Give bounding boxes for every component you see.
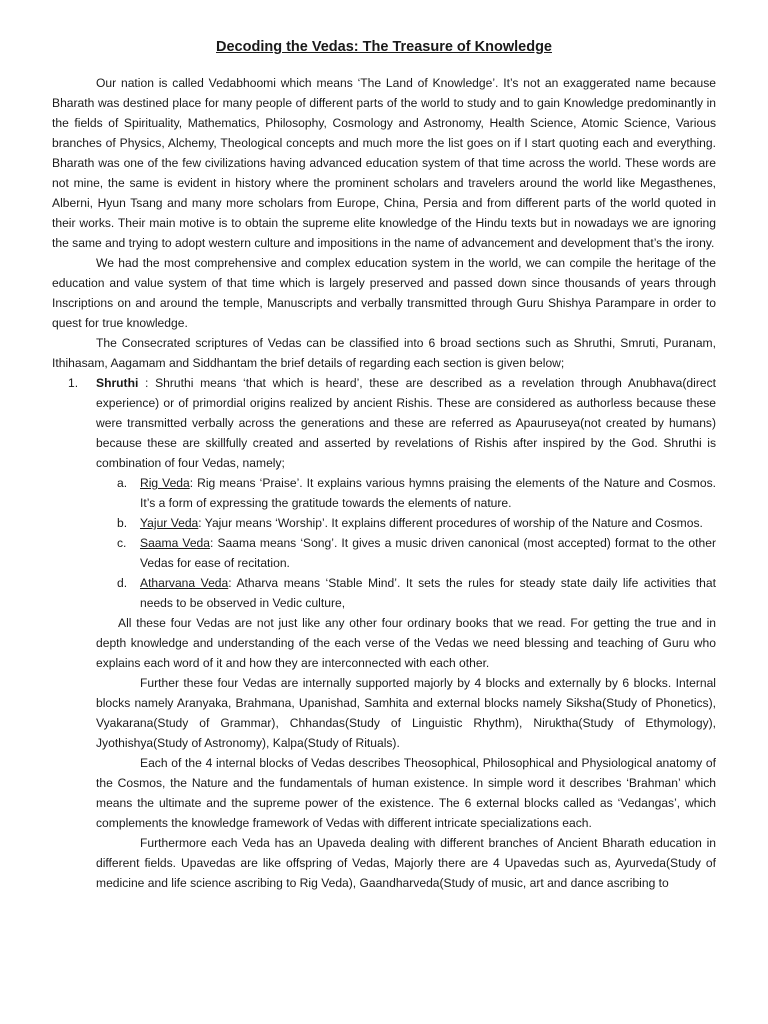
paragraph-scripture-sections: The Consecrated scriptures of Vedas can be classified into 6 broad sections such as Shruthi, Smruti, Puranam, Ithihasam, Aagamam and Siddhantam the brief details of regarding each section is given below;: [52, 336, 716, 370]
veda-name-atharvana: Atharvana Veda: [140, 576, 229, 590]
paragraph-upavedas: Furthermore each Veda has an Upaveda dealing with different branches of Ancient Bharath education in different fields. Upavedas are like offspring of Vedas, Majorly there are 4 Upavedas such as, Ayurveda(Study of medicine and life science ascribing to Rig Veda), Gaandharveda(Study of music, art and dance ascribing to: [96, 836, 716, 890]
vedas-list: [96, 473, 716, 613]
veda-name-rig: Rig Veda: [140, 476, 190, 490]
document-title: Decoding the Vedas: The Treasure of Knowledge: [216, 39, 552, 55]
veda-desc-atharvana: : Atharva means ‘Stable Mind’. It sets the rules for steady state daily life activities that needs to be observed in Vedic culture,: [140, 576, 716, 610]
veda-desc-rig: : Rig means ‘Praise’. It explains various hymns praising the elements of the Nature and Cosmos. It’s a form of expressing the gratitude towards the elements of nature.: [140, 476, 716, 510]
paragraph-blocks: Further these four Vedas are internally supported majorly by 4 blocks and externally by 6 blocks. Internal blocks namely Aranyaka, Brahmana, Upanishad, Samhita and external blocks namely Siksha(Study of Phonetics), Vyakarana(Study of Grammar), Chhandas(Study of Linguistic Rhythm), Niruktha(Study of Ethymology), Jyothishya(Study of Astronomy), Kalpa(Study of Rituals).: [96, 676, 716, 750]
paragraph-intro: Our nation is called Vedabhoomi which means ‘The Land of Knowledge’. It’s not an exaggerated name because Bharath was destined place for many people of different parts of the world to study and to gain Knowledge predominantly in the fields of Spirituality, Mathematics, Philosophy, Cosmology and Astronomy, Health Science, Atomic Science, Various branches of Physics, Alchemy, Theological concepts and much more the list goes on if I start quoting each and everything. Bharath was one of the few civilizations having advanced education system of that time across the world. These words are not mine, the same is evident in history where the prominent scholars and travelers around the world like Megasthenes, Alberni, Hyun Tsang and many more scholars from Europe, China, Persia and from different parts of the world quoted in their works. Their main motive is to obtain the supreme elite knowledge of the Hindu texts but in nowadays we are ignoring the same and trying to adopt western culture and impositions in the name of advancement and development that’s the irony.: [52, 76, 716, 250]
term-shruthi: Shruthi: [96, 376, 139, 390]
list-letter: d.: [117, 576, 128, 590]
veda-item-rig: [117, 473, 716, 513]
veda-name-saama: Saama Veda: [140, 536, 211, 550]
list-letter: c.: [117, 536, 127, 550]
sections-list: [52, 373, 716, 613]
paragraph-four-vedas: All these four Vedas are not just like any other four ordinary books that we read. For getting the true and in depth knowledge and understanding of the each verse of the Vedas we need blessing and teaching of Guru who explains each word of it and how they are interconnected with each other.: [96, 616, 716, 670]
veda-item-yajur: [117, 513, 716, 533]
veda-item-saama: [117, 533, 716, 573]
continuation-block: [52, 613, 716, 893]
list-letter: a.: [117, 476, 128, 490]
veda-item-atharvana: [117, 573, 716, 613]
veda-desc-yajur: : Yajur means ‘Worship’. It explains different procedures of worship of the Nature and Cosmos.: [198, 516, 703, 530]
section-shruthi-text: [96, 373, 716, 473]
veda-name-yajur: Yajur Veda: [140, 516, 199, 530]
paragraph-education-system: We had the most comprehensive and complex education system in the world, we can compile the heritage of the education and value system of that time which is largely preserved and passed down since thousands of years through Inscriptions on and around the temple, Manuscripts and verbally transmitted through Guru Shishya Parampare in order to quest for true knowledge.: [52, 256, 716, 330]
section-item-shruthi: [68, 373, 716, 613]
veda-desc-saama: : Saama means ‘Song’. It gives a music driven canonical (most accepted) format to the other Vedas for ease of recitation.: [140, 536, 716, 570]
list-letter: b.: [117, 516, 128, 530]
shruthi-description: : Shruthi means ‘that which is heard’, these are described as a revelation through Anubhava(direct experience) or of primordial origins realized by ancient Rishis. These are considered as authorless because these were transmitted verbally across the generations and these are referred as Apauruseya(not created by humans) because these are skillfully created and asserted by revelations of Rishis after inspired by the God. Shruthi is combination of four Vedas, namely;: [96, 376, 716, 470]
list-number: 1.: [68, 376, 79, 390]
paragraph-internal-blocks: Each of the 4 internal blocks of Vedas describes Theosophical, Philosophical and Physiological anatomy of the Cosmos, the Nature and the fundamentals of human existence. In simple word it describes ‘Brahman’ which means the ultimate and the supreme power of the existence. The 6 external blocks called as ‘Vedangas’, which complements the knowledge framework of Vedas with different intricate specializations each.: [96, 756, 716, 830]
